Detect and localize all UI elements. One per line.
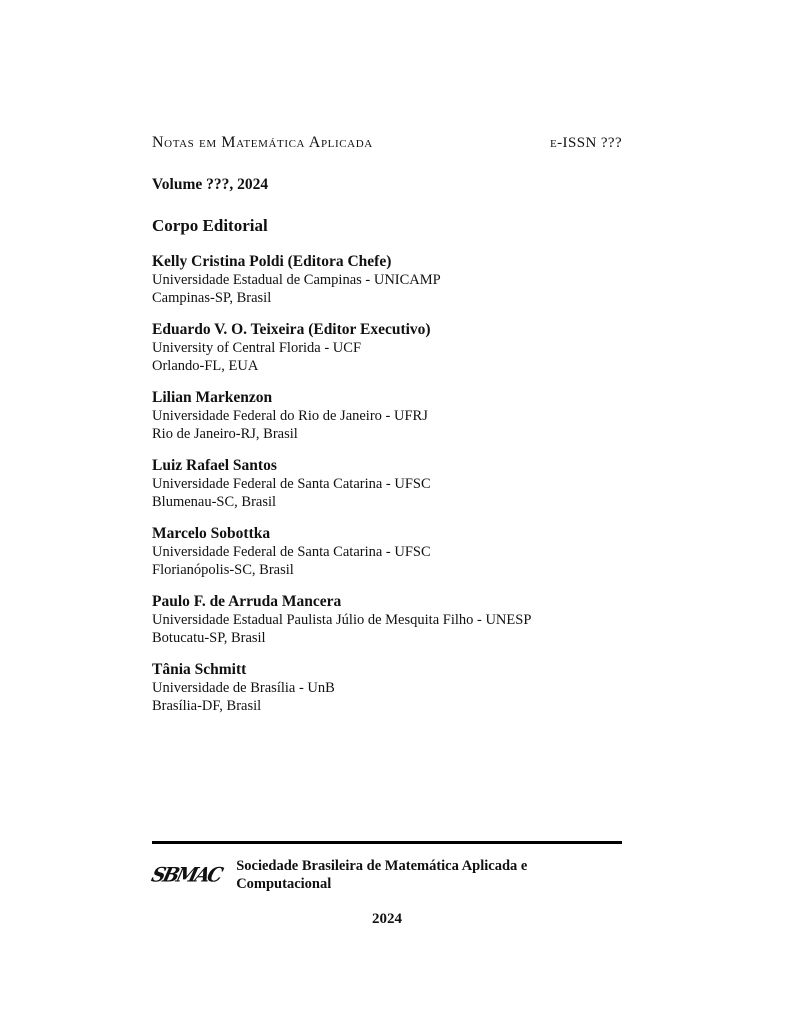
editor-name: Marcelo Sobottka	[152, 525, 271, 542]
editor-location: Campinas-SP, Brasil	[152, 290, 272, 306]
issn-label: e-ISSN ???	[550, 135, 622, 151]
editor-location: Orlando-FL, EUA	[152, 358, 259, 374]
editor-entry	[152, 592, 622, 647]
editor-affiliation: Universidade de Brasília - UnB	[152, 680, 335, 696]
editor-entry	[152, 524, 622, 579]
editor-name: Eduardo V. O. Teixeira (Editor Executivo)	[152, 321, 431, 338]
society-name: Sociedade Brasileira de Matemática Aplicada e Computacional	[236, 858, 528, 892]
page-content	[152, 134, 622, 728]
page-header	[152, 134, 622, 152]
editor-affiliation: University of Central Florida - UCF	[152, 340, 362, 356]
editor-affiliation: Universidade Federal de Santa Catarina - UFSC	[152, 476, 431, 492]
editor-location: Brasília-DF, Brasil	[152, 698, 262, 714]
editor-affiliation: Universidade Federal do Rio de Janeiro - UFRJ	[152, 408, 428, 424]
editor-location: Rio de Janeiro-RJ, Brasil	[152, 426, 298, 442]
page-footer	[149, 841, 622, 928]
editor-affiliation: Universidade Federal de Santa Catarina - UFSC	[152, 544, 431, 560]
editor-name: Paulo F. de Arruda Mancera	[152, 593, 342, 610]
editor-entry	[152, 252, 622, 307]
editor-affiliation: Universidade Estadual Paulista Júlio de Mesquita Filho - UNESP	[152, 612, 532, 628]
editor-name: Luiz Rafael Santos	[152, 457, 277, 474]
footer-year: 2024	[372, 911, 402, 927]
editors-list	[152, 252, 622, 715]
editor-name: Kelly Cristina Poldi (Editora Chefe)	[152, 253, 392, 270]
editor-location: Botucatu-SP, Brasil	[152, 630, 266, 646]
editor-entry	[152, 388, 622, 443]
sbmac-logo-icon: SBMAC	[149, 863, 224, 887]
editor-location: Blumenau-SC, Brasil	[152, 494, 277, 510]
section-title: Corpo Editorial	[152, 216, 268, 235]
editor-affiliation: Universidade Estadual de Campinas - UNICAMP	[152, 272, 441, 288]
editor-entry	[152, 320, 622, 375]
editor-name: Tânia Schmitt	[152, 661, 247, 678]
volume-line: Volume ???, 2024	[152, 176, 269, 193]
journal-title: Notas em Matemática Aplicada	[152, 134, 373, 151]
editor-entry	[152, 660, 622, 715]
editor-location: Florianópolis-SC, Brasil	[152, 562, 294, 578]
society-row	[149, 857, 622, 893]
editor-entry	[152, 456, 622, 511]
footer-rule	[152, 841, 622, 844]
editor-name: Lilian Markenzon	[152, 389, 273, 406]
